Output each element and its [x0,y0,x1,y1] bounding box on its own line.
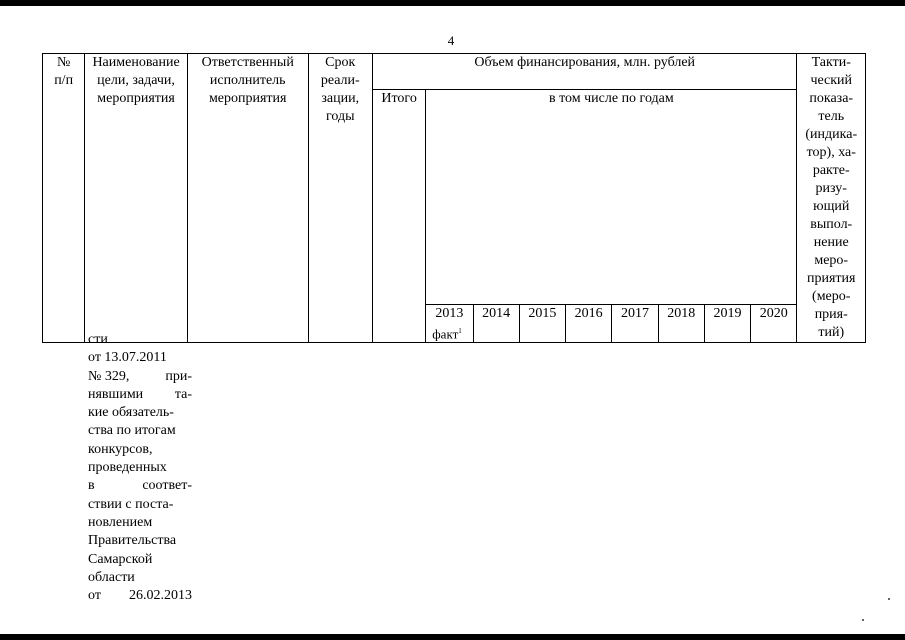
top-border-line [0,0,905,6]
continued-text-line [88,422,192,440]
continued-text-word: 26.02.2013 [129,588,192,604]
continued-text-line [88,551,192,569]
continued-text-line [88,514,192,532]
header-year-2019: 2019 [704,304,750,342]
continued-text-line [88,441,192,459]
scan-speck [888,598,890,600]
continued-text-line [88,404,192,422]
continued-text-word: проведенных [88,460,167,476]
header-indicator: Такти- ческий показа- тель (индика- тор), ха- ракте- ризу- ющий выпол- нение меро- приятия (меро- прия- тий) [797,54,866,343]
continued-text-line [88,587,192,605]
continued-text-line [88,477,192,495]
continued-text-word: Самарской [88,551,153,567]
header-number: № п/п [43,54,85,343]
continued-text-word: ства по итогам [88,423,176,439]
continued-text-word: Правительства [88,533,177,549]
header-year-2017: 2017 [612,304,658,342]
continued-text-word: кие обязатель- [88,405,174,421]
header-year-2015: 2015 [519,304,565,342]
continued-text-line [88,532,192,550]
header-term: Срок реали- зации, годы [308,54,372,343]
continued-text-word: от 13.07.2011 [88,350,167,366]
scan-speck [862,619,864,621]
header-name: Наименование цели, задачи, мероприятия [85,54,188,343]
financing-table [42,53,866,343]
continued-text-line [88,368,192,386]
header-total: Итого [372,90,425,343]
header-year-2013 [426,304,473,342]
page-number: 4 [447,33,455,48]
continued-text-line [88,386,192,404]
continued-text-line [88,569,192,587]
continued-text-line [88,459,192,477]
bottom-border-line [0,634,905,640]
continued-text-block [88,331,192,605]
continued-text-line [88,331,192,349]
year-2013-label: 2013 [435,305,464,321]
continued-text-word: соответ- [142,478,192,494]
year-2013-fact-note: факт$^1$ [432,326,462,341]
header-year-2020: 2020 [751,304,797,342]
header-year-2018: 2018 [658,304,704,342]
header-by-years: в том числе по годам [426,90,797,305]
header-executor: Ответственный исполнитель мероприятия [187,54,308,343]
continued-text-line [88,349,192,367]
continued-text-word: в [88,478,95,494]
header-year-2016: 2016 [566,304,612,342]
continued-text-line [88,496,192,514]
continued-text-word: области [88,569,135,585]
continued-text-word: нявшими [88,386,144,402]
continued-text-word: новлением [88,514,153,530]
continued-text-word: ствии с поста- [88,496,174,512]
header-year-2014: 2014 [473,304,519,342]
header-funding: Объем финансирования, млн. рублей [372,54,797,90]
continued-text-word: № 329, [88,368,130,384]
continued-text-word: та- [174,386,192,402]
continued-text-word: конкурсов, [88,441,153,457]
continued-text-word: от [88,588,101,604]
continued-text-word: при- [165,368,192,384]
footnote-mark: 1 [458,326,462,335]
continued-text-word: сти [88,332,108,347]
